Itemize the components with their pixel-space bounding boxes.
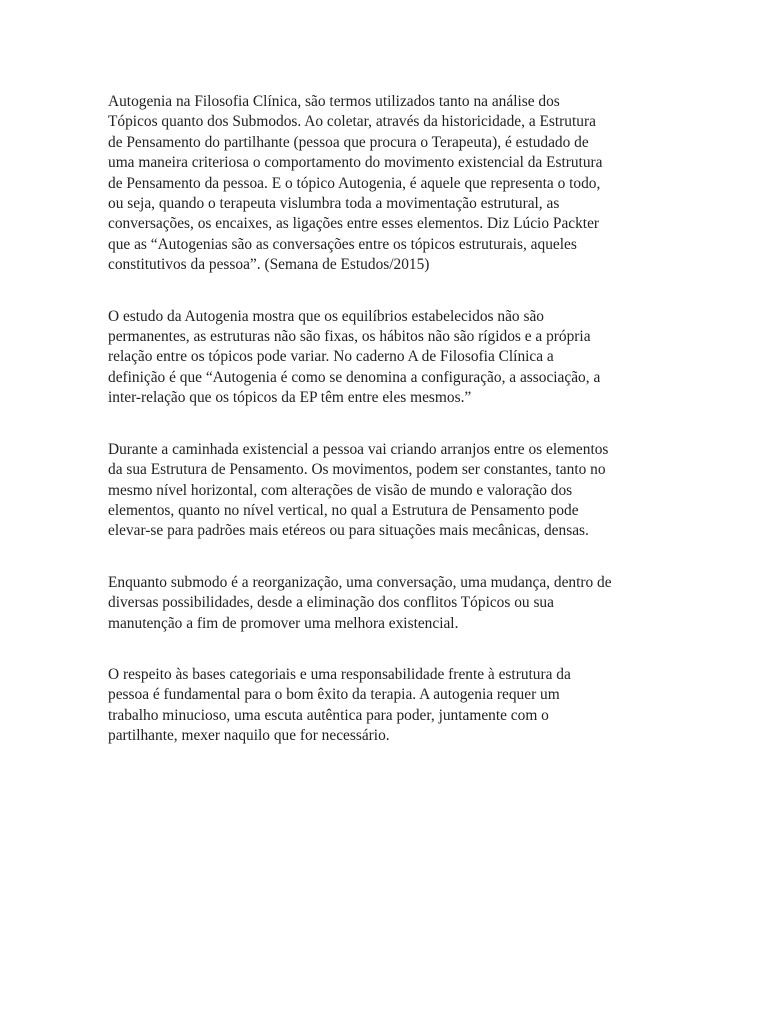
text-line: manutenção a fim de promover uma melhora existencial.	[108, 614, 459, 632]
text-line: inter-relação que os tópicos da EP têm entre eles mesmos.”	[108, 389, 472, 407]
text-line: Tópicos quanto dos Submodos. Ao coletar, através da historicidade, a Estrutura	[108, 113, 596, 131]
text-line: pessoa é fundamental para o bom êxito da terapia. A autogenia requer um	[108, 686, 560, 704]
text-line: ou seja, quando o terapeuta vislumbra toda a movimentação estrutural, as	[108, 195, 560, 213]
text-line: constitutivos da pessoa”. (Semana de Estudos/2015)	[108, 256, 430, 274]
text-line: Durante a caminhada existencial a pessoa vai criando arranjos entre os elementos	[108, 440, 609, 458]
paragraph-autogenia-definition	[108, 92, 648, 276]
text-line: Autogenia na Filosofia Clínica, são termos utilizados tanto na análise dos	[108, 93, 560, 110]
text-line: diversas possibilidades, desde a eliminação dos conflitos Tópicos ou sua	[108, 594, 554, 612]
text-line: elevar-se para padrões mais etéreos ou para situações mais mecânicas, densas.	[108, 522, 589, 540]
text-line: que as “Autogenias são as conversações entre os tópicos estruturais, aqueles	[108, 235, 577, 253]
paragraph-existential-path	[108, 440, 648, 542]
paragraph-respect-bases	[108, 665, 648, 747]
text-line: partilhante, mexer naquilo que for necessário.	[108, 727, 390, 745]
text-line: O respeito às bases categoriais e uma responsabilidade frente à estrutura da	[108, 665, 571, 683]
text-line: permanentes, as estruturas não são fixas, os hábitos não são rígidos e a própria	[108, 328, 591, 346]
text-line: trabalho minucioso, uma escuta autêntica para poder, juntamente com o	[108, 706, 549, 724]
text-line: relação entre os tópicos pode variar. No caderno A de Filosofia Clínica a	[108, 348, 554, 366]
paragraph-autogenia-study	[108, 307, 648, 409]
text-line: de Pensamento da pessoa. E o tópico Autogenia, é aquele que representa o todo,	[108, 174, 601, 192]
text-line: uma maneira criteriosa o comportamento do movimento existencial da Estrutura	[108, 154, 603, 172]
text-line: definição é que “Autogenia é como se denomina a configuração, a associação, a	[108, 368, 601, 386]
text-line: Enquanto submodo é a reorganização, uma conversação, uma mudança, dentro de	[108, 573, 612, 591]
text-line: da sua Estrutura de Pensamento. Os movimentos, podem ser constantes, tanto no	[108, 461, 606, 479]
text-line: de Pensamento do partilhante (pessoa que procura o Terapeuta), é estudado de	[108, 133, 589, 151]
text-line: conversações, os encaixes, as ligações entre esses elementos. Diz Lúcio Packter	[108, 215, 600, 233]
document-body	[108, 92, 648, 778]
text-line: mesmo nível horizontal, com alterações de visão de mundo e valoração dos	[108, 481, 573, 499]
text-line: elementos, quanto no nível vertical, no qual a Estrutura de Pensamento pode	[108, 501, 579, 519]
paragraph-submodo	[108, 573, 648, 634]
text-line: O estudo da Autogenia mostra que os equilíbrios estabelecidos não são	[108, 307, 544, 325]
